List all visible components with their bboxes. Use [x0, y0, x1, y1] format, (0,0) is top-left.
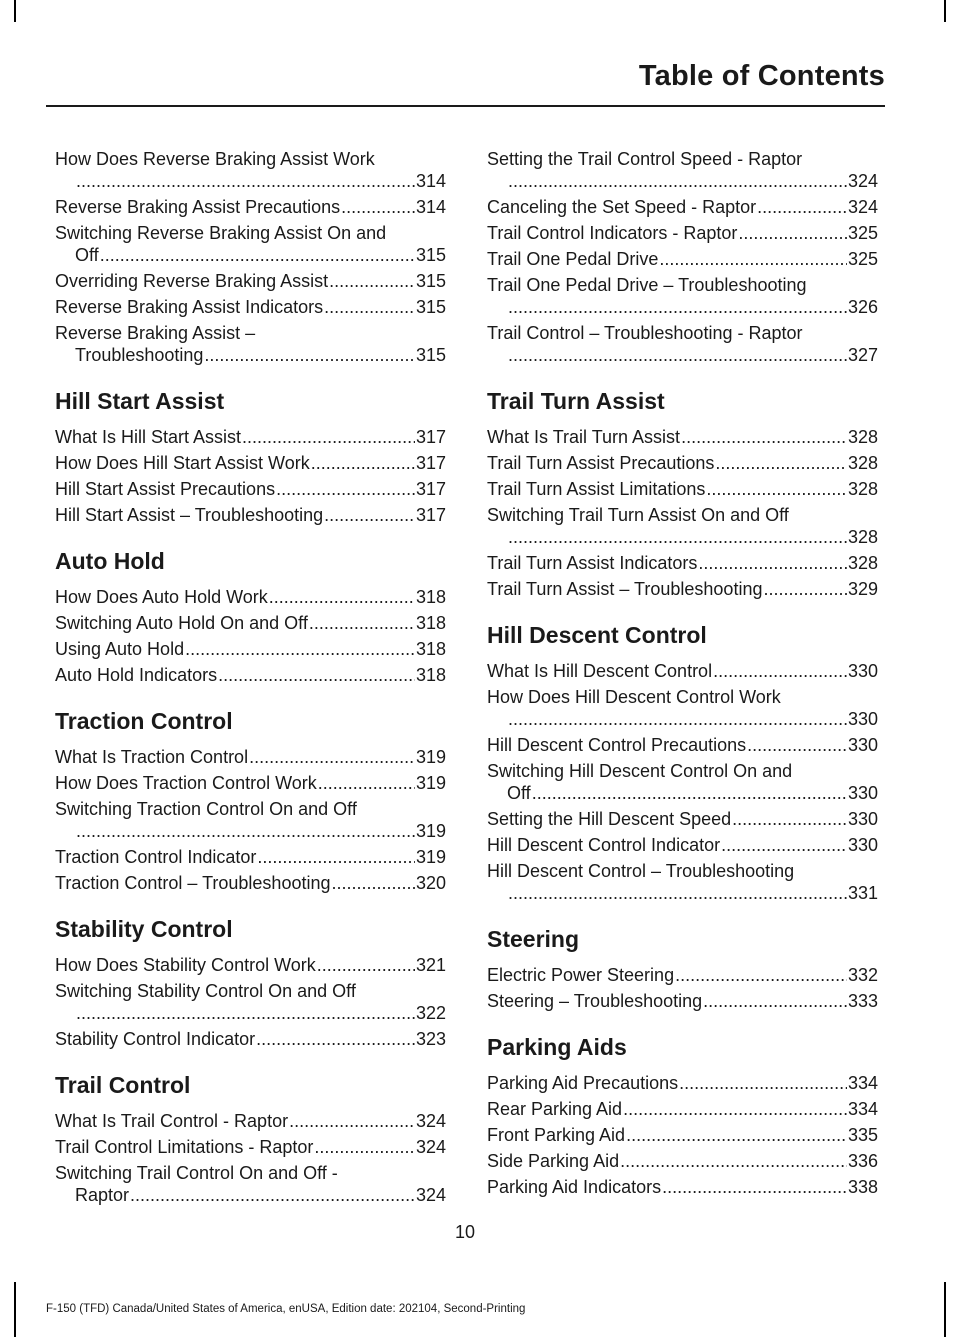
dot-leader [341, 196, 415, 218]
toc-entry[interactable] [487, 1072, 878, 1094]
toc-entry[interactable] [55, 980, 446, 1024]
toc-entry[interactable] [487, 222, 878, 244]
toc-entry-title: Trail One Pedal Drive [487, 249, 659, 269]
dot-leader [76, 1002, 415, 1024]
toc-entry-title: Parking Aid Indicators [487, 1177, 662, 1197]
toc-entry-page: 330 [847, 809, 878, 829]
toc-entry[interactable] [55, 1110, 446, 1132]
toc-entry-page: 330 [847, 661, 878, 681]
toc-entry[interactable] [55, 586, 446, 608]
toc-entry[interactable] [55, 196, 446, 218]
toc-entry-page: 318 [415, 639, 446, 659]
toc-entry-page: 318 [415, 613, 446, 633]
toc-entry[interactable] [55, 664, 446, 686]
toc-entry-title: Setting the Hill Descent Speed [487, 809, 732, 829]
section-heading: Trail Turn Assist [487, 388, 665, 414]
toc-entry[interactable] [487, 1124, 878, 1146]
toc-entry-title: Switching Stability Control On and Off [55, 981, 356, 1001]
toc-entry-title: Traction Control – Troubleshooting [55, 873, 331, 893]
toc-entry-title: Hill Descent Control Precautions [487, 735, 747, 755]
toc-entry[interactable] [487, 578, 878, 600]
toc-entry-title: Switching Trail Control On and Off - [55, 1163, 338, 1183]
toc-entry[interactable] [487, 834, 878, 856]
toc-entry-page: 314 [415, 171, 446, 191]
dot-leader [508, 526, 847, 548]
toc-entry-page: 324 [847, 171, 878, 191]
toc-entry-title-cont: Troubleshooting [75, 345, 204, 365]
toc-entry-title: How Does Auto Hold Work [55, 587, 268, 607]
toc-entry-title: Side Parking Aid [487, 1151, 620, 1171]
toc-entry-title: How Does Hill Start Assist Work [55, 453, 310, 473]
toc-entry-page: 314 [415, 197, 446, 217]
crop-mark-top-right [944, 0, 946, 22]
toc-entry-title-cont: Off [507, 783, 531, 803]
toc-entry-title: Electric Power Steering [487, 965, 675, 985]
dot-leader [76, 170, 415, 192]
toc-entry-title: What Is Trail Control - Raptor [55, 1111, 289, 1131]
toc-entry-page: 323 [415, 1029, 446, 1049]
dot-leader [747, 734, 847, 756]
dot-leader [620, 1150, 847, 1172]
dot-leader [508, 344, 847, 366]
toc-entry-page: 332 [847, 965, 878, 985]
toc-entry-page: 328 [847, 427, 878, 447]
dot-leader [331, 872, 414, 894]
toc-entry-title: How Does Traction Control Work [55, 773, 317, 793]
dot-leader [703, 990, 847, 1012]
toc-entry-page: 319 [415, 773, 446, 793]
dot-leader [508, 882, 847, 904]
toc-entry-title: Trail Turn Assist – Troubleshooting [487, 579, 763, 599]
toc-entry[interactable] [55, 296, 446, 318]
toc-entry[interactable] [55, 504, 446, 526]
dot-leader [249, 746, 415, 768]
dot-leader [269, 586, 415, 608]
dot-leader [289, 1110, 415, 1132]
crop-mark-bottom-left [14, 1282, 16, 1337]
dot-leader [309, 612, 415, 634]
toc-entry[interactable] [487, 452, 878, 474]
toc-entry[interactable] [487, 1176, 878, 1198]
toc-entry-page: 315 [415, 345, 446, 365]
toc-entry[interactable] [55, 1028, 446, 1050]
toc-entry-page: 326 [847, 297, 878, 317]
toc-entry[interactable] [487, 990, 878, 1012]
toc-entry-title: Trail Turn Assist Indicators [487, 553, 698, 573]
toc-entry-page: 325 [847, 249, 878, 269]
toc-entry-title: Trail Control Limitations - Raptor [55, 1137, 314, 1157]
toc-entry[interactable] [55, 798, 446, 842]
dot-leader [763, 578, 846, 600]
toc-column-right [487, 148, 878, 1202]
dot-leader [706, 478, 847, 500]
toc-entry[interactable] [487, 196, 878, 218]
toc-entry-title: Switching Reverse Braking Assist On and [55, 223, 387, 243]
toc-entry-page: 330 [847, 735, 878, 755]
toc-entry[interactable] [487, 686, 878, 730]
toc-entry-title: Setting the Trail Control Speed - Raptor [487, 149, 803, 169]
toc-entry[interactable] [487, 808, 878, 830]
header-rule [46, 105, 885, 107]
dot-leader [713, 660, 847, 682]
dot-leader [732, 808, 847, 830]
dot-leader [721, 834, 847, 856]
toc-entry-page: 324 [847, 197, 878, 217]
toc-entry-page: 330 [847, 709, 878, 729]
page-title: Table of Contents [638, 60, 885, 92]
dot-leader [659, 248, 847, 270]
toc-entry-title-cont: Raptor [75, 1185, 130, 1205]
toc-entry-title: Hill Start Assist – Troubleshooting [55, 505, 324, 525]
toc-entry-title: Switching Trail Turn Assist On and Off [487, 505, 789, 525]
section-heading: Hill Start Assist [55, 388, 225, 414]
toc-entry-title: Auto Hold Indicators [55, 665, 218, 685]
toc-entry-page: 333 [847, 991, 878, 1011]
toc-entry-page: 319 [415, 821, 446, 841]
dot-leader [757, 196, 847, 218]
page-number: 10 [454, 1222, 476, 1242]
crop-mark-bottom-right [944, 1282, 946, 1337]
toc-entry-title: Trail One Pedal Drive – Troubleshooting [487, 275, 807, 295]
toc-entry-title: Trail Turn Assist Precautions [487, 453, 715, 473]
toc-entry-page: 327 [847, 345, 878, 365]
toc-entry[interactable] [487, 860, 878, 904]
toc-entry[interactable] [55, 772, 446, 794]
toc-entry[interactable] [55, 322, 446, 366]
toc-entry[interactable] [55, 452, 446, 474]
toc-entry-title: Steering – Troubleshooting [487, 991, 703, 1011]
toc-entry-title: Parking Aid Precautions [487, 1073, 679, 1093]
toc-entry-page: 317 [415, 505, 446, 525]
dot-leader [100, 244, 415, 266]
toc-entry-page: 317 [415, 453, 446, 473]
dot-leader [626, 1124, 847, 1146]
toc-entry-title: Hill Start Assist Precautions [55, 479, 276, 499]
dot-leader [185, 638, 415, 660]
footer-edition-info: F-150 (TFD) Canada/United States of America, enUSA, Edition date: 202104, Second-Printing [46, 1303, 526, 1315]
toc-entry[interactable] [55, 270, 446, 292]
toc-entry-page: 324 [415, 1111, 446, 1131]
toc-entry-page: 315 [415, 297, 446, 317]
toc-entry-page: 318 [415, 665, 446, 685]
toc-entry-title: Trail Control Indicators - Raptor [487, 223, 738, 243]
toc-entry-title: What Is Hill Start Assist [55, 427, 242, 447]
toc-entry-page: 336 [847, 1151, 878, 1171]
toc-entry-title: What Is Traction Control [55, 747, 249, 767]
toc-entry-title: What Is Hill Descent Control [487, 661, 713, 681]
crop-mark-top-left [14, 0, 16, 22]
toc-entry-page: 320 [415, 873, 446, 893]
dot-leader [257, 846, 415, 868]
toc-entry-page: 334 [847, 1073, 878, 1093]
toc-entry[interactable] [55, 872, 446, 894]
toc-entry[interactable] [487, 734, 878, 756]
section-heading: Hill Descent Control [487, 622, 707, 648]
section-heading: Trail Control [55, 1072, 191, 1098]
toc-entry[interactable] [487, 660, 878, 682]
toc-entry-page: 338 [847, 1177, 878, 1197]
toc-entry-page: 325 [847, 223, 878, 243]
toc-entry-title: Trail Control – Troubleshooting - Raptor [487, 323, 803, 343]
dot-leader [738, 222, 847, 244]
toc-entry-title: Canceling the Set Speed - Raptor [487, 197, 757, 217]
dot-leader [698, 552, 847, 574]
toc-entry[interactable] [55, 478, 446, 500]
dot-leader [532, 782, 847, 804]
dot-leader [662, 1176, 847, 1198]
section-heading: Auto Hold [55, 548, 165, 574]
toc-entry-page: 328 [847, 453, 878, 473]
dot-leader [204, 344, 415, 366]
toc-entry-title: Switching Auto Hold On and Off [55, 613, 308, 633]
dot-leader [508, 296, 847, 318]
toc-entry-title: Rear Parking Aid [487, 1099, 623, 1119]
toc-entry[interactable] [487, 426, 878, 448]
toc-entry[interactable] [487, 148, 878, 192]
toc-entry[interactable] [55, 426, 446, 448]
dot-leader [318, 772, 415, 794]
toc-entry-page: 328 [847, 479, 878, 499]
toc-entry-page: 324 [415, 1185, 446, 1205]
toc-entry-page: 334 [847, 1099, 878, 1119]
toc-entry-title-cont: Off [75, 245, 99, 265]
toc-entry[interactable] [55, 746, 446, 768]
section-heading: Traction Control [55, 708, 233, 734]
toc-entry[interactable] [487, 478, 878, 500]
toc-entry[interactable] [55, 1136, 446, 1158]
dot-leader [681, 426, 847, 448]
toc-entry-title: Using Auto Hold [55, 639, 185, 659]
toc-entry[interactable] [487, 1098, 878, 1120]
toc-entry[interactable] [55, 148, 446, 192]
toc-entry[interactable] [487, 248, 878, 270]
toc-entry-page: 330 [847, 835, 878, 855]
section-heading: Steering [487, 926, 580, 952]
toc-entry-page: 317 [415, 427, 446, 447]
toc-entry-title: Trail Turn Assist Limitations [487, 479, 706, 499]
dot-leader [314, 1136, 415, 1158]
toc-entry-page: 317 [415, 479, 446, 499]
dot-leader [130, 1184, 415, 1206]
toc-entry[interactable] [55, 846, 446, 868]
toc-entry-title: How Does Reverse Braking Assist Work [55, 149, 375, 169]
dot-leader [324, 296, 415, 318]
dot-leader [508, 708, 847, 730]
toc-entry-title: Switching Hill Descent Control On and [487, 761, 793, 781]
dot-leader [329, 270, 415, 292]
toc-entry-title: Hill Descent Control – Troubleshooting [487, 861, 795, 881]
toc-entry-page: 315 [415, 245, 446, 265]
toc-entry-title: Reverse Braking Assist Indicators [55, 297, 324, 317]
toc-entry-page: 319 [415, 747, 446, 767]
toc-entry-title: Hill Descent Control Indicator [487, 835, 721, 855]
toc-entry-page: 331 [847, 883, 878, 903]
toc-entry[interactable] [487, 274, 878, 318]
toc-entry-page: 330 [847, 783, 878, 803]
toc-entry[interactable] [487, 964, 878, 986]
dot-leader [242, 426, 415, 448]
toc-entry[interactable] [55, 1162, 446, 1206]
dot-leader [679, 1072, 847, 1094]
dot-leader [715, 452, 847, 474]
toc-entry-page: 329 [847, 579, 878, 599]
toc-entry-title: Reverse Braking Assist – [55, 323, 256, 343]
toc-entry[interactable] [55, 612, 446, 634]
toc-entry-page: 335 [847, 1125, 878, 1145]
section-heading: Parking Aids [487, 1034, 627, 1060]
dot-leader [311, 452, 415, 474]
toc-entry-title: Stability Control Indicator [55, 1029, 256, 1049]
dot-leader [324, 504, 415, 526]
dot-leader [675, 964, 847, 986]
toc-column-left [55, 148, 446, 1210]
toc-entry-page: 321 [415, 955, 446, 975]
toc-entry-page: 315 [415, 271, 446, 291]
toc-entry-title: Reverse Braking Assist Precautions [55, 197, 341, 217]
toc-entry-page: 328 [847, 553, 878, 573]
toc-entry-page: 322 [415, 1003, 446, 1023]
toc-entry-title: Traction Control Indicator [55, 847, 257, 867]
toc-entry-title: Front Parking Aid [487, 1125, 626, 1145]
dot-leader [276, 478, 415, 500]
toc-entry[interactable] [487, 552, 878, 574]
toc-entry-page: 324 [415, 1137, 446, 1157]
dot-leader [76, 820, 415, 842]
toc-entry-title: How Does Stability Control Work [55, 955, 316, 975]
toc-entry-title: Switching Traction Control On and Off [55, 799, 357, 819]
dot-leader [317, 954, 415, 976]
toc-entry[interactable] [55, 222, 446, 266]
section-heading: Stability Control [55, 916, 233, 942]
toc-entry[interactable] [55, 638, 446, 660]
toc-entry[interactable] [487, 322, 878, 366]
dot-leader [218, 664, 415, 686]
toc-entry-page: 319 [415, 847, 446, 867]
dot-leader [623, 1098, 847, 1120]
toc-entry-title: How Does Hill Descent Control Work [487, 687, 781, 707]
toc-entry[interactable] [55, 954, 446, 976]
toc-entry[interactable] [487, 1150, 878, 1172]
dot-leader [508, 170, 847, 192]
toc-entry[interactable] [487, 760, 878, 804]
toc-entry-title: Overriding Reverse Braking Assist [55, 271, 329, 291]
dot-leader [256, 1028, 415, 1050]
toc-entry-title: What Is Trail Turn Assist [487, 427, 681, 447]
toc-entry-page: 328 [847, 527, 878, 547]
toc-entry[interactable] [487, 504, 878, 548]
toc-entry-page: 318 [415, 587, 446, 607]
